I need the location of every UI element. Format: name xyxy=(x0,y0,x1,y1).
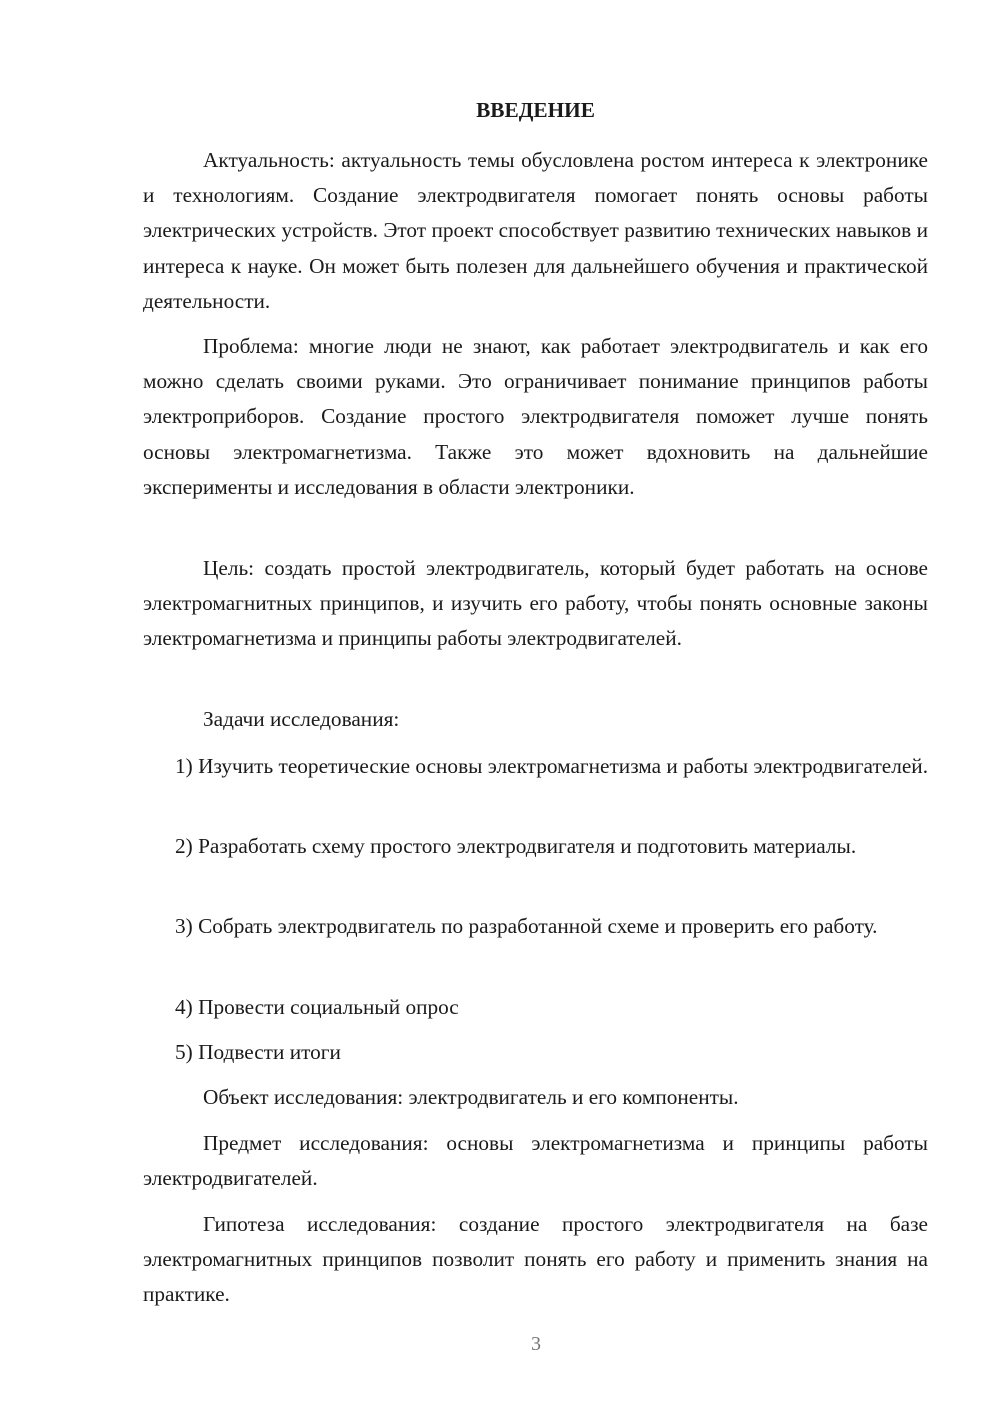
goal-paragraph: Цель: создать простой электродвигатель, который будет работать на основе электромагнитных принципов, и изучить его работу, чтобы понять основные законы электромагнетизма и принципы работы электродвигателей. xyxy=(143,556,928,651)
page-number: 3 xyxy=(531,1333,541,1355)
page-title: ВВЕДЕНИЕ xyxy=(476,98,595,122)
task-item: 2) Разработать схему простого электродвигателя и подготовить материалы. xyxy=(175,834,857,858)
object-paragraph: Объект исследования: электродвигатель и его компоненты. xyxy=(203,1085,739,1109)
tasks-heading: Задачи исследования: xyxy=(203,707,400,731)
task-item: 3) Собрать электродвигатель по разработанной схеме и проверить его работу. xyxy=(175,914,878,938)
task-item: 1) Изучить теоретические основы электромагнетизма и работы электродвигателей. xyxy=(175,754,929,778)
task-item: 5) Подвести итоги xyxy=(175,1040,341,1064)
problem-paragraph: Проблема: многие люди не знают, как работает электродвигатель и как его можно сделать своими руками. Это ограничивает понимание принципов работы электроприборов. Создание простого электродвигателя поможет лучше понять основы электромагнетизма. Также это может вдохновить на дальнейшие эксперименты и исследования в области электроники. xyxy=(143,334,928,499)
task-item: 4) Провести социальный опрос xyxy=(175,995,459,1019)
hypothesis-paragraph: Гипотеза исследования: создание простого электродвигателя на базе электромагнитных принципов позволит понять его работу и применить знания на практике. xyxy=(143,1212,928,1307)
subject-paragraph: Предмет исследования: основы электромагнетизма и принципы работы электродвигателей. xyxy=(143,1131,928,1191)
relevance-paragraph: Актуальность: актуальность темы обусловлена ростом интереса к электронике и технологиям. Создание электродвигателя помогает понять основы работы электрических устройств. Этот проект способствует развитию технических навыков и интереса к науке. Он может быть полезен для дальнейшего обучения и практической деятельности. xyxy=(143,148,928,313)
